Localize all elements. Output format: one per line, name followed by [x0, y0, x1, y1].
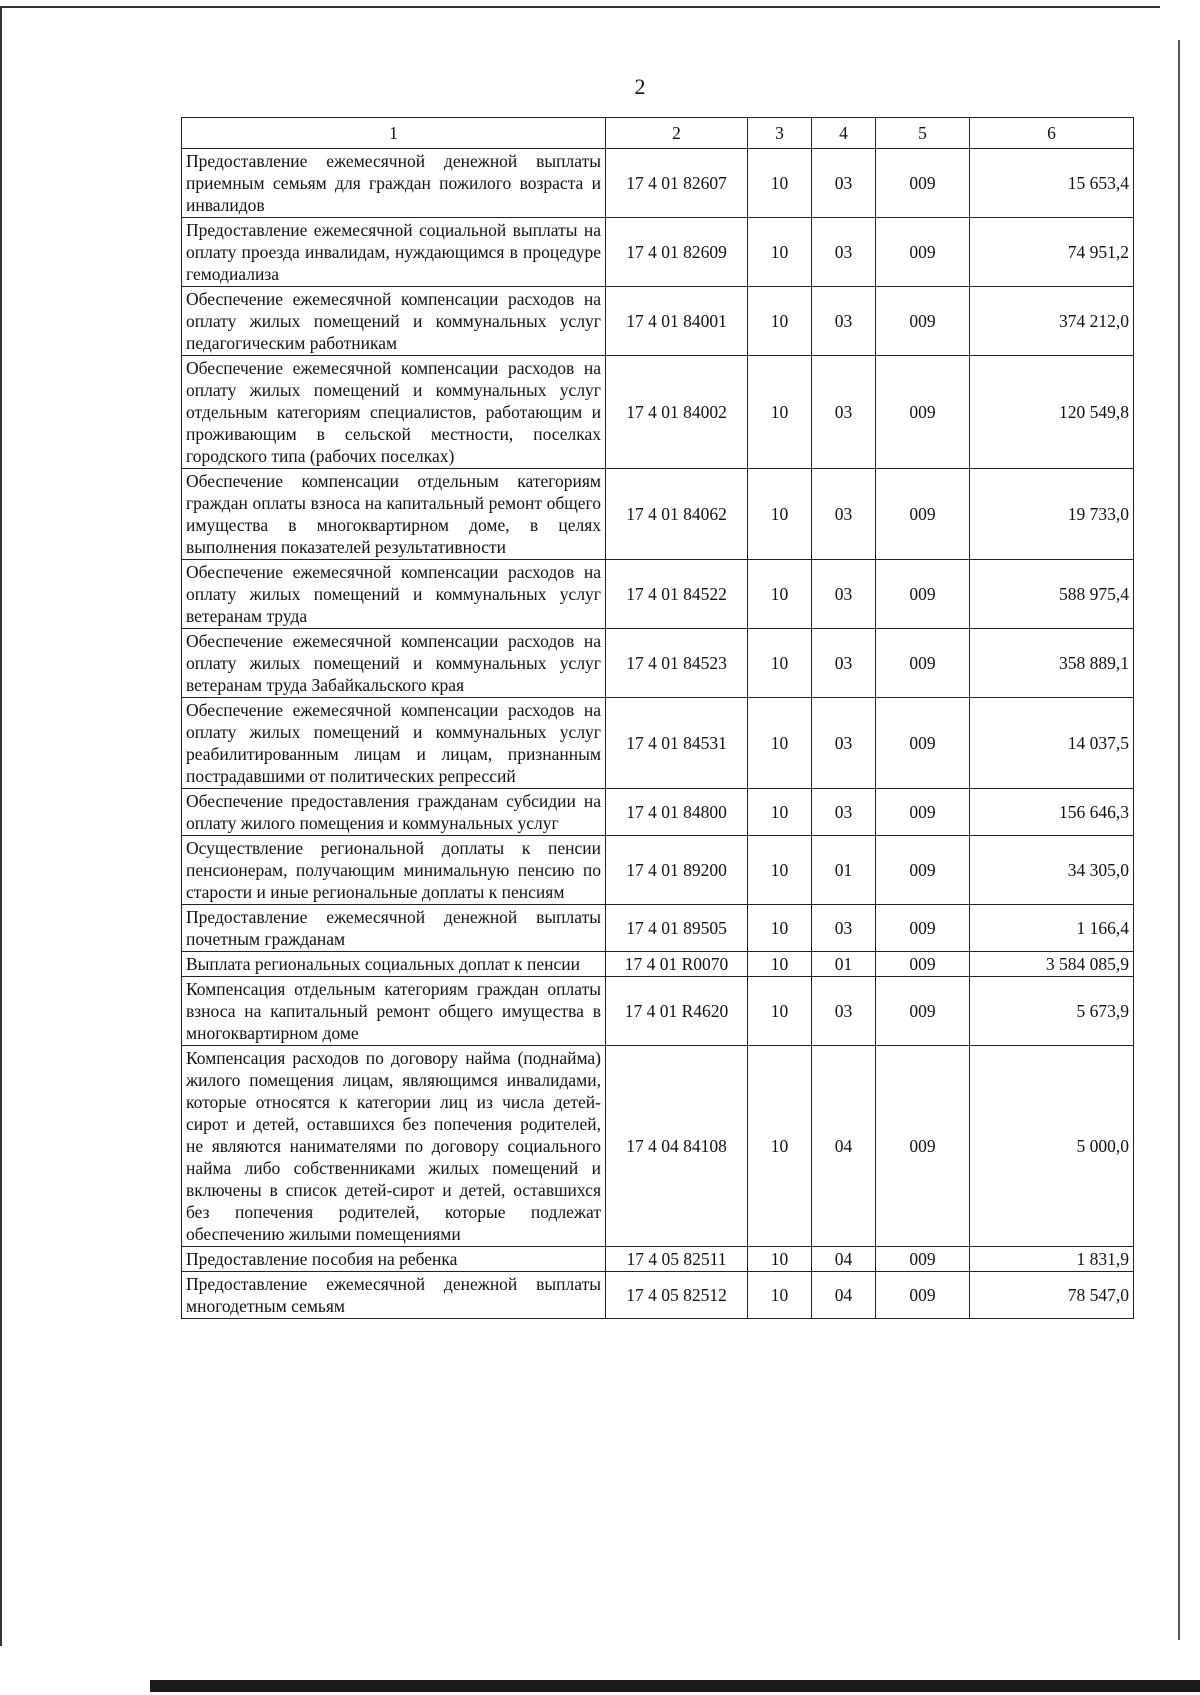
row-section: 10 — [748, 789, 812, 836]
row-section: 10 — [748, 1247, 812, 1272]
table-body — [182, 149, 1134, 1319]
row-section: 10 — [748, 836, 812, 905]
row-section: 10 — [748, 698, 812, 789]
row-expense-type: 009 — [876, 469, 970, 560]
row-subsection: 03 — [812, 356, 876, 469]
row-section: 10 — [748, 218, 812, 287]
column-header-1: 1 — [182, 118, 606, 149]
row-section: 10 — [748, 469, 812, 560]
scan-edge-right — [1178, 40, 1180, 1640]
table-row — [182, 977, 1134, 1046]
row-subsection: 03 — [812, 629, 876, 698]
row-expense-type: 009 — [876, 1046, 970, 1247]
row-amount: 15 653,4 — [970, 149, 1134, 218]
row-description: Предоставление ежемесячной социальной выплаты на оплату проезда инвалидам, нуждающимся в процедуре гемодиализа — [182, 218, 606, 287]
row-description: Обеспечение ежемесячной компенсации расходов на оплату жилых помещений и коммунальных услуг ветеранам труда Забайкальского края — [182, 629, 606, 698]
row-expense-type: 009 — [876, 560, 970, 629]
row-expense-type: 009 — [876, 356, 970, 469]
table-row — [182, 469, 1134, 560]
row-description: Обеспечение ежемесячной компенсации расходов на оплату жилых помещений и коммунальных услуг педагогическим работникам — [182, 287, 606, 356]
row-amount: 19 733,0 — [970, 469, 1134, 560]
row-description: Обеспечение ежемесячной компенсации расходов на оплату жилых помещений и коммунальных услуг отдельным категориям специалистов, работающим и проживающим в сельской местности, поселках городского типа (рабочих поселках) — [182, 356, 606, 469]
row-section: 10 — [748, 977, 812, 1046]
row-amount: 34 305,0 — [970, 836, 1134, 905]
row-description: Предоставление ежемесячной денежной выплаты многодетным семьям — [182, 1272, 606, 1319]
row-expense-type: 009 — [876, 789, 970, 836]
table-row — [182, 952, 1134, 977]
row-amount: 14 037,5 — [970, 698, 1134, 789]
row-subsection: 03 — [812, 977, 876, 1046]
row-description: Предоставление пособия на ребенка — [182, 1247, 606, 1272]
table-row — [182, 905, 1134, 952]
row-section: 10 — [748, 149, 812, 218]
row-description: Обеспечение ежемесячной компенсации расходов на оплату жилых помещений и коммунальных услуг ветеранам труда — [182, 560, 606, 629]
row-subsection: 03 — [812, 905, 876, 952]
row-amount: 5 000,0 — [970, 1046, 1134, 1247]
table-row — [182, 789, 1134, 836]
column-header-3: 3 — [748, 118, 812, 149]
table-row — [182, 698, 1134, 789]
row-subsection: 01 — [812, 952, 876, 977]
row-amount: 156 646,3 — [970, 789, 1134, 836]
row-expense-type: 009 — [876, 218, 970, 287]
row-expense-type: 009 — [876, 1247, 970, 1272]
table-row — [182, 836, 1134, 905]
row-amount: 120 549,8 — [970, 356, 1134, 469]
table-row — [182, 287, 1134, 356]
table-row — [182, 356, 1134, 469]
row-amount: 1 166,4 — [970, 905, 1134, 952]
scan-edge-bottom — [150, 1680, 1200, 1692]
row-description: Компенсация отдельным категориям граждан оплаты взноса на капитальный ремонт общего имущества в многоквартирном доме — [182, 977, 606, 1046]
row-code: 17 4 01 82607 — [606, 149, 748, 218]
row-code: 17 4 01 R0070 — [606, 952, 748, 977]
table-row — [182, 149, 1134, 218]
table-row — [182, 218, 1134, 287]
row-code: 17 4 01 84800 — [606, 789, 748, 836]
row-description: Предоставление ежемесячной денежной выплаты почетным гражданам — [182, 905, 606, 952]
row-expense-type: 009 — [876, 905, 970, 952]
row-code: 17 4 05 82511 — [606, 1247, 748, 1272]
row-subsection: 04 — [812, 1272, 876, 1319]
row-code: 17 4 01 89505 — [606, 905, 748, 952]
row-expense-type: 009 — [876, 287, 970, 356]
row-amount: 374 212,0 — [970, 287, 1134, 356]
row-description: Осуществление региональной доплаты к пенсии пенсионерам, получающим минимальную пенсию по старости и иные региональные доплаты к пенсиям — [182, 836, 606, 905]
row-section: 10 — [748, 952, 812, 977]
row-amount: 3 584 085,9 — [970, 952, 1134, 977]
budget-table — [181, 117, 1134, 1319]
row-amount: 1 831,9 — [970, 1247, 1134, 1272]
row-amount: 74 951,2 — [970, 218, 1134, 287]
column-header-6: 6 — [970, 118, 1134, 149]
row-description: Компенсация расходов по договору найма (поднайма) жилого помещения лицам, являющимся инвалидами, которые относятся к категории лиц из числа детей-сирот и детей, оставшихся без попечения родителей, не являются нанимателями по договору социального найма либо собственниками жилых помещений и включены в список детей-сирот и детей, оставшихся без попечения родителей, которые подлежат обеспечению жилыми помещениями — [182, 1046, 606, 1247]
row-amount: 358 889,1 — [970, 629, 1134, 698]
table-row — [182, 629, 1134, 698]
row-expense-type: 009 — [876, 1272, 970, 1319]
row-section: 10 — [748, 1272, 812, 1319]
row-amount: 78 547,0 — [970, 1272, 1134, 1319]
row-code: 17 4 01 84531 — [606, 698, 748, 789]
row-expense-type: 009 — [876, 149, 970, 218]
row-code: 17 4 01 84522 — [606, 560, 748, 629]
row-section: 10 — [748, 356, 812, 469]
row-subsection: 03 — [812, 469, 876, 560]
column-header-2: 2 — [606, 118, 748, 149]
row-subsection: 03 — [812, 698, 876, 789]
row-code: 17 4 01 84523 — [606, 629, 748, 698]
row-subsection: 04 — [812, 1247, 876, 1272]
row-code: 17 4 04 84108 — [606, 1046, 748, 1247]
row-expense-type: 009 — [876, 952, 970, 977]
row-section: 10 — [748, 560, 812, 629]
table-row — [182, 1247, 1134, 1272]
row-description: Обеспечение компенсации отдельным категориям граждан оплаты взноса на капитальный ремонт общего имущества в многоквартирном доме, в целях выполнения показателей результативности — [182, 469, 606, 560]
row-section: 10 — [748, 1046, 812, 1247]
page-number: 2 — [634, 74, 646, 99]
row-section: 10 — [748, 629, 812, 698]
row-subsection: 03 — [812, 218, 876, 287]
column-header-4: 4 — [812, 118, 876, 149]
row-description: Предоставление ежемесячной денежной выплаты приемным семьям для граждан пожилого возраста и инвалидов — [182, 149, 606, 218]
row-section: 10 — [748, 287, 812, 356]
row-amount: 5 673,9 — [970, 977, 1134, 1046]
row-description: Выплата региональных социальных доплат к пенсии — [182, 952, 606, 977]
row-subsection: 04 — [812, 1046, 876, 1247]
row-expense-type: 009 — [876, 629, 970, 698]
row-subsection: 01 — [812, 836, 876, 905]
row-expense-type: 009 — [876, 977, 970, 1046]
table-row — [182, 560, 1134, 629]
row-code: 17 4 01 89200 — [606, 836, 748, 905]
row-code: 17 4 01 82609 — [606, 218, 748, 287]
row-expense-type: 009 — [876, 698, 970, 789]
table-header-row — [182, 118, 1134, 149]
row-code: 17 4 01 R4620 — [606, 977, 748, 1046]
row-subsection: 03 — [812, 560, 876, 629]
column-header-5: 5 — [876, 118, 970, 149]
scan-edge-top — [0, 6, 1160, 8]
row-subsection: 03 — [812, 149, 876, 218]
scan-edge-left — [0, 6, 2, 1646]
row-amount: 588 975,4 — [970, 560, 1134, 629]
row-code: 17 4 01 84062 — [606, 469, 748, 560]
row-description: Обеспечение ежемесячной компенсации расходов на оплату жилых помещений и коммунальных услуг реабилитированным лицам и лицам, признанным пострадавшими от политических репрессий — [182, 698, 606, 789]
row-subsection: 03 — [812, 789, 876, 836]
table-row — [182, 1046, 1134, 1247]
row-code: 17 4 01 84002 — [606, 356, 748, 469]
row-code: 17 4 05 82512 — [606, 1272, 748, 1319]
row-section: 10 — [748, 905, 812, 952]
table-row — [182, 1272, 1134, 1319]
row-description: Обеспечение предоставления гражданам субсидии на оплату жилого помещения и коммунальных услуг — [182, 789, 606, 836]
row-expense-type: 009 — [876, 836, 970, 905]
row-subsection: 03 — [812, 287, 876, 356]
row-code: 17 4 01 84001 — [606, 287, 748, 356]
